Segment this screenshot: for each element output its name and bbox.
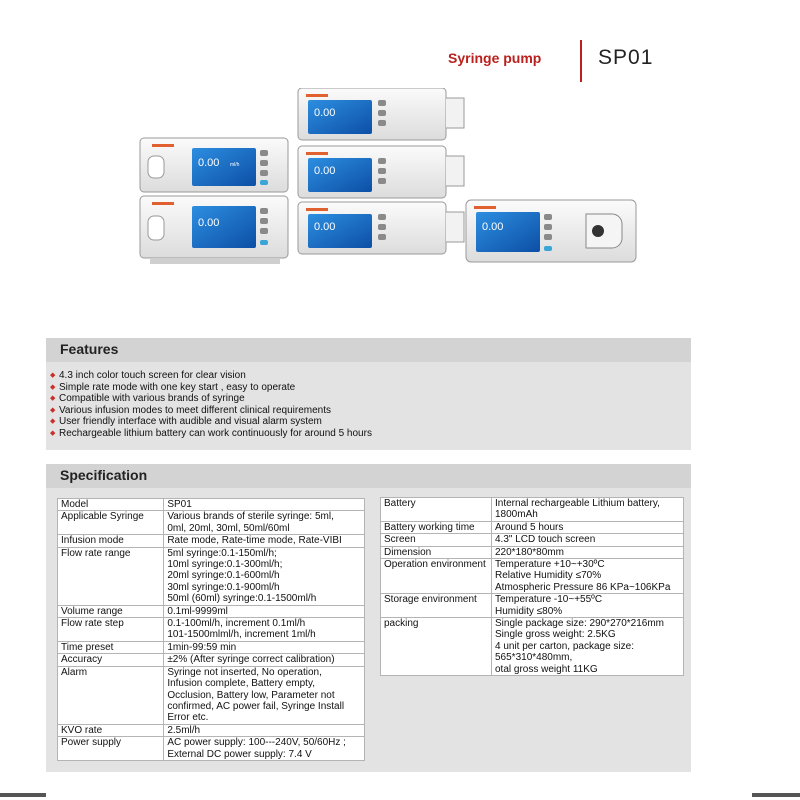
spec-row: [381, 534, 684, 546]
spec-heading: Specification: [60, 467, 148, 483]
spec-row: [58, 618, 365, 642]
spec-value-line: Single gross weight: 2.5KG: [495, 629, 616, 641]
spec-value-line: Occlusion, Battery low, Parameter not: [167, 689, 335, 701]
spec-value: [164, 547, 365, 605]
spec-row: [381, 559, 684, 594]
lcd-value: 0.00: [198, 157, 220, 169]
bottom-rule-left: [0, 793, 46, 797]
spec-value-line: 10ml syringe:0.1-300ml/h;: [167, 559, 283, 571]
spec-row: [381, 594, 684, 618]
spec-key: Storage environment: [381, 594, 492, 618]
spec-key: packing: [381, 618, 492, 676]
spec-value: [164, 535, 365, 547]
spec-value: [492, 521, 684, 533]
spec-value: [492, 546, 684, 558]
spec-value: [164, 511, 365, 535]
product-type-title: Syringe pump: [448, 50, 542, 66]
features-list: [50, 370, 372, 440]
spec-row: [58, 535, 365, 547]
spec-value-line: Various brands of sterile syringe: 5ml,: [167, 511, 334, 523]
spec-value-line: AC power supply: 100---240V, 50/60Hz ;: [167, 737, 346, 749]
pump-unit: [298, 146, 464, 198]
spec-key: Screen: [381, 534, 492, 546]
spec-value: [492, 498, 684, 522]
spec-row: [58, 737, 365, 761]
pump-unit: [466, 200, 636, 262]
spec-value-line: 30ml syringe:0.1-900ml/h: [167, 581, 280, 593]
spec-value-line: Error etc.: [167, 712, 209, 724]
pump-unit: [298, 88, 464, 140]
spec-value-line: Atmospheric Pressure 86 KPa~106KPa: [495, 581, 671, 593]
spec-value-line: External DC power supply: 7.4 V: [167, 748, 312, 760]
spec-row: [58, 724, 365, 736]
feature-item: ◆ 4.3 inch color touch screen for clear vision: [50, 370, 372, 382]
feature-item: ◆ Compatible with various brands of syringe: [50, 393, 372, 405]
spec-value-line: Around 5 hours: [495, 521, 564, 533]
spec-value-line: Humidity ≤80%: [495, 605, 563, 617]
spec-value-line: 0ml, 20ml, 30ml, 50ml/60ml: [167, 522, 290, 534]
bottom-rule-right: [752, 793, 800, 797]
features-section-bar: [46, 338, 691, 362]
spec-row: [58, 666, 365, 724]
spec-value-line: 220*180*80mm: [495, 546, 564, 558]
spec-key: Battery working time: [381, 521, 492, 533]
header-divider: [580, 40, 582, 82]
spec-value: [164, 499, 365, 511]
spec-value-line: Internal rechargeable Lithium battery,: [495, 498, 660, 509]
spec-table-left: [57, 498, 365, 761]
spec-value-line: 2.5ml/h: [167, 724, 201, 736]
feature-item: ◆ Rechargeable lithium battery can work continuously for around 5 hours: [50, 428, 372, 440]
spec-key: Volume range: [58, 605, 164, 617]
spec-value-line: confirmed, AC power fail, Syringe Install: [167, 700, 345, 712]
spec-value-line: Infusion complete, Battery empty,: [167, 678, 315, 690]
product-image: [110, 88, 660, 288]
spec-key: Accuracy: [58, 654, 164, 666]
spec-value-line: Temperature +10~+30ºC: [495, 559, 605, 571]
spec-row: [58, 641, 365, 653]
spec-value-line: 101-1500mlml/h, increment 1ml/h: [167, 629, 316, 641]
spec-value-line: Relative Humidity ≤70%: [495, 570, 602, 582]
spec-value: [164, 618, 365, 642]
spec-key: Operation environment: [381, 559, 492, 594]
features-heading: Features: [60, 341, 119, 357]
spec-value-line: 1min-99:59 min: [167, 641, 237, 653]
spec-table-right: [380, 497, 684, 676]
spec-value: [164, 654, 365, 666]
spec-row: [381, 521, 684, 533]
feature-item: ◆ Simple rate mode with one key start , easy to operate: [50, 382, 372, 394]
spec-key: Applicable Syringe: [58, 511, 164, 535]
svg-text:0.00: 0.00: [198, 217, 220, 229]
pump-unit: [140, 196, 288, 264]
pump-unit: [140, 138, 288, 192]
spec-key: Battery: [381, 498, 492, 522]
spec-value: [492, 618, 684, 676]
spec-value-line: 50ml (60ml) syringe:0.1-1500ml/h: [167, 593, 317, 605]
spec-value: [492, 594, 684, 618]
spec-row: [58, 499, 365, 511]
spec-value-line: Rate mode, Rate-time mode, Rate-VIBI: [167, 535, 342, 547]
spec-row: [381, 546, 684, 558]
spec-value-line: Single package size: 290*270*216mm: [495, 618, 664, 630]
product-model-title: SP01: [598, 46, 654, 69]
spec-value: [164, 724, 365, 736]
spec-key: Time preset: [58, 641, 164, 653]
spec-key: Alarm: [58, 666, 164, 724]
spec-key: Flow rate range: [58, 547, 164, 605]
svg-text:0.00: 0.00: [314, 165, 336, 177]
spec-value: [164, 605, 365, 617]
spec-value: [164, 666, 365, 724]
spec-key: Model: [58, 499, 164, 511]
spec-value-line: 565*310*480mm,: [495, 652, 573, 664]
pump-unit: [298, 202, 464, 254]
svg-text:0.00: 0.00: [314, 221, 336, 233]
spec-value: [492, 534, 684, 546]
spec-row: [58, 511, 365, 535]
spec-value-line: SP01: [167, 499, 192, 510]
spec-key: Infusion mode: [58, 535, 164, 547]
spec-value: [164, 737, 365, 761]
spec-key: Power supply: [58, 737, 164, 761]
spec-value-line: 0.1ml-9999ml: [167, 605, 228, 617]
spec-value: [492, 559, 684, 594]
spec-value-line: 4.3" LCD touch screen: [495, 534, 596, 546]
spec-row: [381, 498, 684, 522]
spec-row: [58, 547, 365, 605]
features-panel: [46, 362, 691, 450]
spec-row: [381, 618, 684, 676]
spec-value-line: 5ml syringe:0.1-150ml/h;: [167, 547, 277, 559]
spec-key: Dimension: [381, 546, 492, 558]
spec-section-bar: [46, 464, 691, 488]
spec-value-line: 0.1-100ml/h, increment 0.1ml/h: [167, 618, 306, 630]
spec-row: [58, 654, 365, 666]
spec-value: [164, 641, 365, 653]
spec-value-line: 20ml syringe:0.1-600ml/h: [167, 570, 280, 582]
spec-value-line: Syringe not inserted, No operation,: [167, 666, 322, 678]
svg-text:0.00: 0.00: [482, 221, 504, 233]
svg-text:ml/h: ml/h: [230, 162, 240, 168]
spec-value-line: otal gross weight 11KG: [495, 663, 598, 675]
spec-value-line: 1800mAh: [495, 509, 538, 521]
spec-key: KVO rate: [58, 724, 164, 736]
feature-item: ◆ User friendly interface with audible and visual alarm system: [50, 416, 372, 428]
spec-key: Flow rate step: [58, 618, 164, 642]
svg-text:0.00: 0.00: [314, 107, 336, 119]
spec-value-line: 4 unit per carton, package size:: [495, 640, 634, 652]
spec-value-line: Temperature -10~+55ºC: [495, 594, 603, 606]
spec-value-line: ±2% (After syringe correct calibration): [167, 654, 335, 666]
feature-item: ◆ Various infusion modes to meet different clinical requirements: [50, 405, 372, 417]
spec-row: [58, 605, 365, 617]
